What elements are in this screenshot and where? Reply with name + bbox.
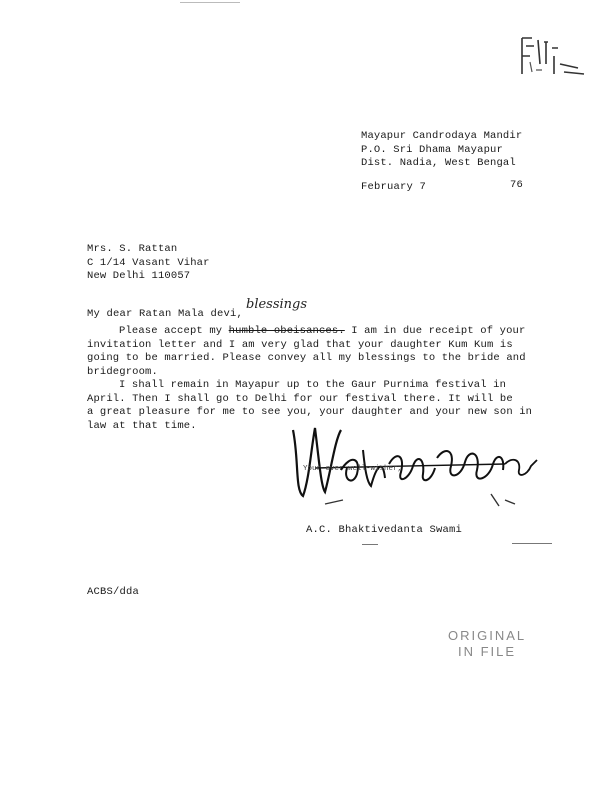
handwritten-insert: blessings — [246, 297, 308, 312]
recipient-name: Mrs. S. Rattan — [87, 243, 178, 255]
reference-initials: ACBS/dda — [87, 586, 140, 598]
date-year: 76 — [510, 179, 524, 191]
body-p2-line-3: a great pleasure for me to see you, your daughter and your new son in — [87, 406, 533, 418]
stamp-line-1: ORIGINAL — [448, 628, 527, 643]
body-paragraph-1 — [87, 325, 526, 379]
body-p1-line-1-struck: humble obeisances. — [228, 325, 345, 337]
stamp-line-2: IN FILE — [458, 644, 517, 659]
sender-address — [361, 130, 522, 171]
body-p1-line-1-before: Please accept my — [119, 325, 229, 337]
body-p1-line-4: bridegroom. — [87, 365, 158, 378]
corner-stamp-icon — [518, 34, 590, 80]
original-in-file-stamp — [448, 628, 538, 688]
body-p2-line-2: April. Then I shall go to Delhi for our festival there. It will be — [87, 392, 513, 405]
recipient-address — [87, 243, 210, 284]
body-p1-line-3: going to be married. Please convey all my blessings to the bride and — [87, 352, 526, 364]
signer-name: A.C. Bhaktivedanta Swami — [306, 524, 463, 536]
speck-mark — [512, 543, 552, 544]
recipient-line-2: New Delhi 110057 — [87, 270, 191, 282]
body-p1-line-1-after: I am in due receipt of your — [344, 325, 526, 337]
sender-address-line-3: Dist. Nadia, West Bengal — [361, 157, 516, 169]
body-p2-line-1: I shall remain in Mayapur up to the Gaur Purnima festival in — [119, 379, 507, 391]
body-p2-line-4: law at that time. — [87, 419, 197, 432]
signature-closing: Your ever well-wisher, — [303, 465, 403, 473]
recipient-line-1: C 1/14 Vasant Vihar — [87, 256, 210, 269]
salutation: My dear Ratan Mala devi, — [87, 308, 244, 320]
body-p1-line-2: invitation letter and I am very glad that your daughter Kum Kum is — [87, 338, 513, 351]
speck-mark — [180, 2, 240, 3]
body-p1-line-1 — [87, 325, 526, 339]
sender-address-line-1: Mayapur Candrodaya Mandir — [361, 130, 523, 142]
sender-address-line-2: P.O. Sri Dhama Mayapur — [361, 143, 503, 156]
date-month-day: February 7 — [361, 181, 427, 193]
speck-mark — [362, 544, 378, 545]
